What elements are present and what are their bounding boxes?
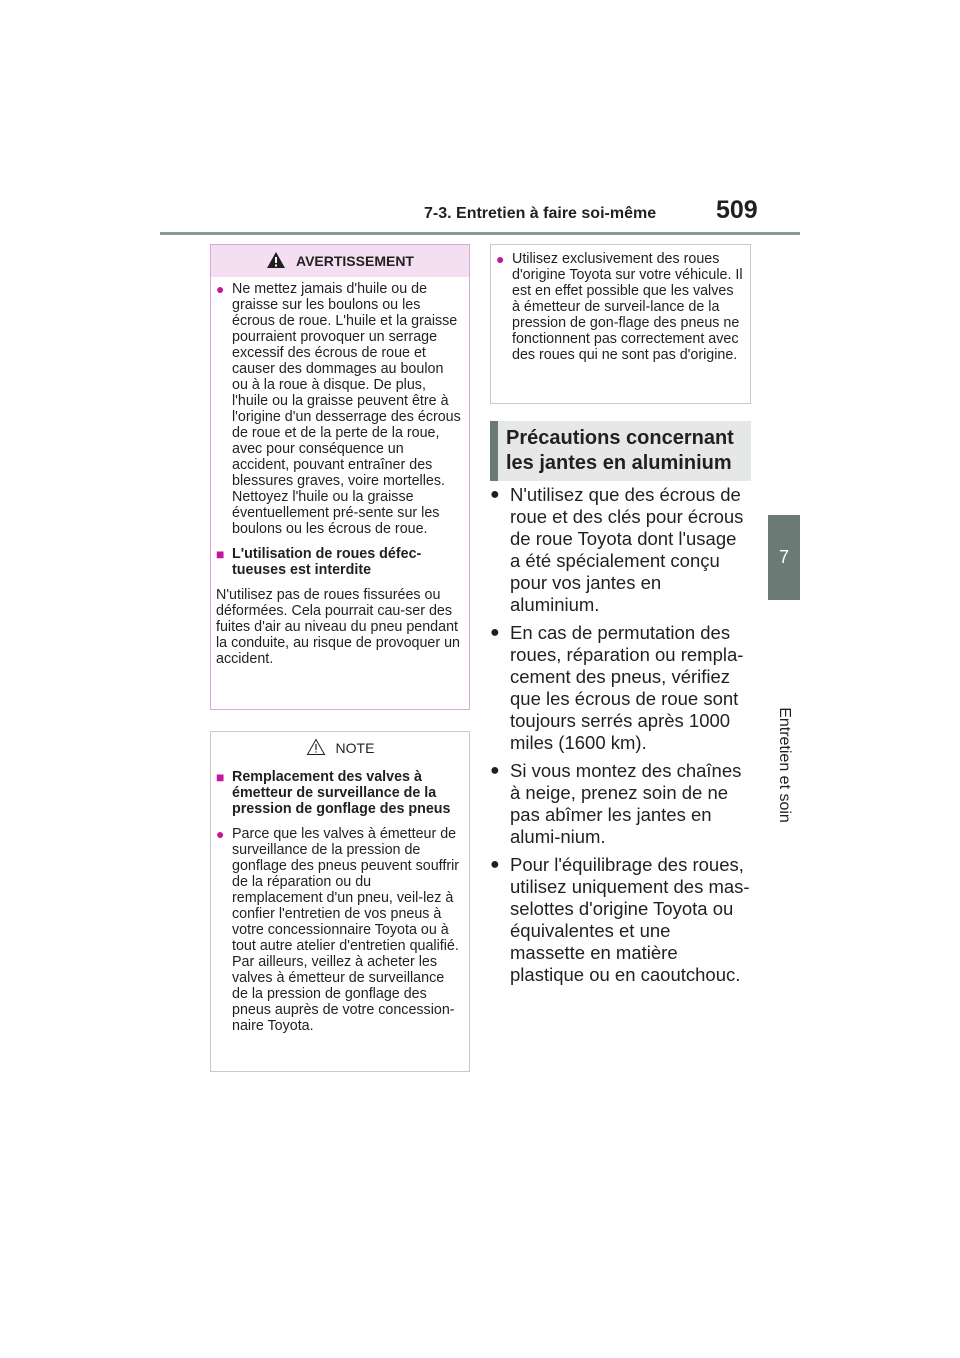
warning-box-title: AVERTISSEMENT	[296, 253, 414, 269]
chapter-number: 7	[768, 515, 800, 600]
list-item-text: Parce que les valves à émetteur de surveillance de la pression de gonflage des pneus peuvent souffrir de la réparation ou du remplacement d'un pneu, veil-lez à confier l'entretien de vos pneus à votre concessionnaire Toyota ou à tout autre atelier d'entretien qualifié. Par ailleurs, veillez à acheter les valves à émetteur de surveillance de la pression de gonflage des pneus auprès de votre concession-naire Toyota.	[232, 826, 460, 1034]
list-item	[216, 769, 463, 817]
bullet-circle-icon: ●	[216, 826, 225, 842]
main-bullet-list	[490, 484, 750, 992]
list-item	[490, 854, 750, 986]
note-box-header	[211, 732, 469, 765]
header-rule	[160, 232, 800, 235]
bullet-square-icon: ■	[216, 546, 225, 562]
chapter-label-text: Entretien et soin	[776, 707, 793, 823]
list-item-text: En cas de permutation des roues, réparation ou rempla-cement des pneus, vérifiez que les écrous de roue sont toujours serrés après 1000 miles (1600 km).	[510, 622, 744, 753]
warning-paragraph: N'utilisez pas de roues fissurées ou déformées. Cela pourrait cau-ser des fuites d'air au niveau du pneu pendant la conduite, au risque de provoquer un accident.	[216, 587, 461, 667]
list-item	[490, 760, 750, 848]
bullet-dot-icon: ●	[490, 486, 500, 503]
warning-box-header	[211, 245, 469, 277]
continued-info-box	[490, 244, 751, 404]
list-item	[490, 484, 750, 616]
list-item	[216, 826, 463, 1034]
list-item-text: Pour l'équilibrage des roues, utilisez uniquement des mas-selottes d'origine Toyota ou équivalentes et une massette en matière plastique ou en caoutchouc.	[510, 854, 750, 985]
list-item	[490, 622, 750, 754]
caution-triangle-outline-icon	[306, 738, 326, 759]
bullet-dot-icon: ●	[490, 624, 500, 641]
bullet-circle-icon: ●	[496, 251, 505, 267]
subheading-text: Remplacement des valves à émetteur de surveillance de la pression de gonflage des pneus	[232, 769, 451, 817]
list-item	[496, 251, 744, 363]
header-title: 7-3. Entretien à faire soi-même	[424, 205, 657, 222]
note-box	[210, 731, 470, 1072]
list-item-text: N'utilisez que des écrous de roue et des clés pour écrous de roue Toyota dont l'usage a été spécialement conçu pour vos jantes en aluminium.	[510, 484, 744, 615]
bullet-dot-icon: ●	[490, 856, 500, 873]
note-box-title: NOTE	[335, 740, 375, 756]
subheading-text: L'utilisation de roues défec-tueuses est interdite	[232, 546, 422, 578]
bullet-dot-icon: ●	[490, 762, 500, 779]
note-box-body	[211, 765, 469, 1034]
page-number: 509	[716, 196, 758, 224]
bullet-square-icon: ■	[216, 769, 225, 785]
continued-info-body	[491, 245, 750, 363]
section-heading: Précautions concernant les jantes en aluminium	[490, 421, 751, 481]
list-item-text: Ne mettez jamais d'huile ou de graisse sur les boulons ou les écrous de roue. L'huile et la graisse pourraient provoquer un serrage excessif des écrous de roue et causer des dommages au boulon ou à la roue à disque. De plus, l'huile ou la graisse peuvent être à l'origine d'un desserrage des écrous de roue et de la perte de la roue, avec pour conséquence un accident, pouvant entraîner des blessures graves, voire mortelles. Nettoyez l'huile ou la graisse éventuellement pré-sente sur les boulons ou les écrous de roue.	[232, 281, 461, 537]
warning-triangle-icon	[266, 251, 286, 272]
list-item-text: Si vous montez des chaînes à neige, prenez soin de ne pas abîmer les jantes en alumi-nium.	[510, 760, 742, 847]
chapter-label	[768, 600, 800, 930]
warning-box	[210, 244, 470, 710]
list-item	[216, 281, 463, 537]
bullet-circle-icon: ●	[216, 281, 225, 297]
list-item	[216, 546, 463, 578]
list-item-text: Utilisez exclusivement des roues d'origine Toyota sur votre véhicule. Il est en effet possible que les valves à émetteur de surveil-lance de la pression de gon-flage des pneus ne fonctionnent pas correctement avec des roues qui ne sont pas d'origine.	[512, 251, 743, 363]
chapter-side-tab	[768, 515, 800, 1015]
warning-box-body	[211, 277, 469, 667]
